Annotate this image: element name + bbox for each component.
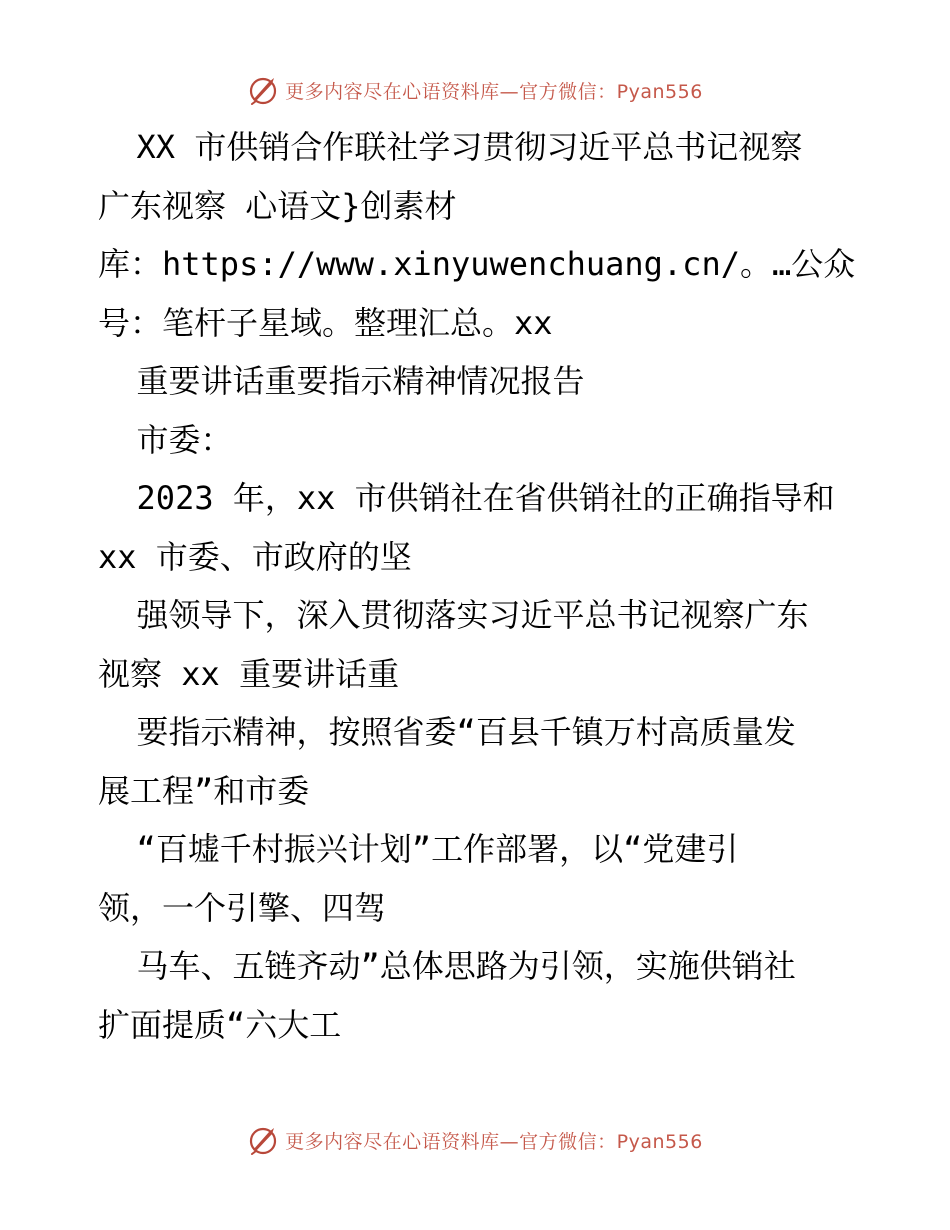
header-watermark-text: 更多内容尽在心语资料库—官方微信：Pyan556	[285, 80, 703, 103]
body-line: 视察 xx 重要讲话重	[98, 654, 400, 693]
quill-pen-logo-icon	[247, 1124, 279, 1156]
body-line: 2023 年，xx 市供销社在省供销社的正确指导和	[98, 479, 835, 517]
body-line: “百墟千村振兴计划”工作部署，以“党建引	[98, 830, 739, 868]
body-line: 库：https://www.xinyuwenchuang.cn/。…公众	[98, 245, 856, 283]
footer-watermark-banner	[0, 1122, 950, 1158]
body-line: 展工程”和市委	[98, 771, 310, 810]
body-line: xx 市委、市政府的坚	[98, 537, 412, 576]
body-line: 马车、五链齐动”总体思路为引领，实施供销社	[98, 947, 796, 985]
body-line: 广东视察 心语文}创素材	[98, 186, 457, 225]
body-line: 要指示精神，按照省委“百县千镇万村高质量发	[98, 713, 796, 751]
body-line: 领，一个引擎、四驾	[98, 888, 387, 927]
body-line: XX 市供销合作联社学习贯彻习近平总书记视察	[98, 128, 803, 166]
body-line: 重要讲话重要指示精神情况报告	[98, 362, 585, 400]
body-line: 扩面提质“六大工	[98, 1005, 342, 1044]
footer-watermark-text: 更多内容尽在心语资料库—官方微信：Pyan556	[285, 1130, 703, 1153]
body-line: 强领导下，深入贯彻落实习近平总书记视察广东	[98, 596, 809, 634]
document-body	[98, 118, 858, 1054]
body-line: 市委：	[98, 420, 233, 459]
body-line: 号：笔杆子星域。整理汇总。xx	[98, 303, 553, 342]
quill-pen-logo-icon	[247, 74, 279, 106]
header-watermark-banner	[0, 72, 950, 108]
